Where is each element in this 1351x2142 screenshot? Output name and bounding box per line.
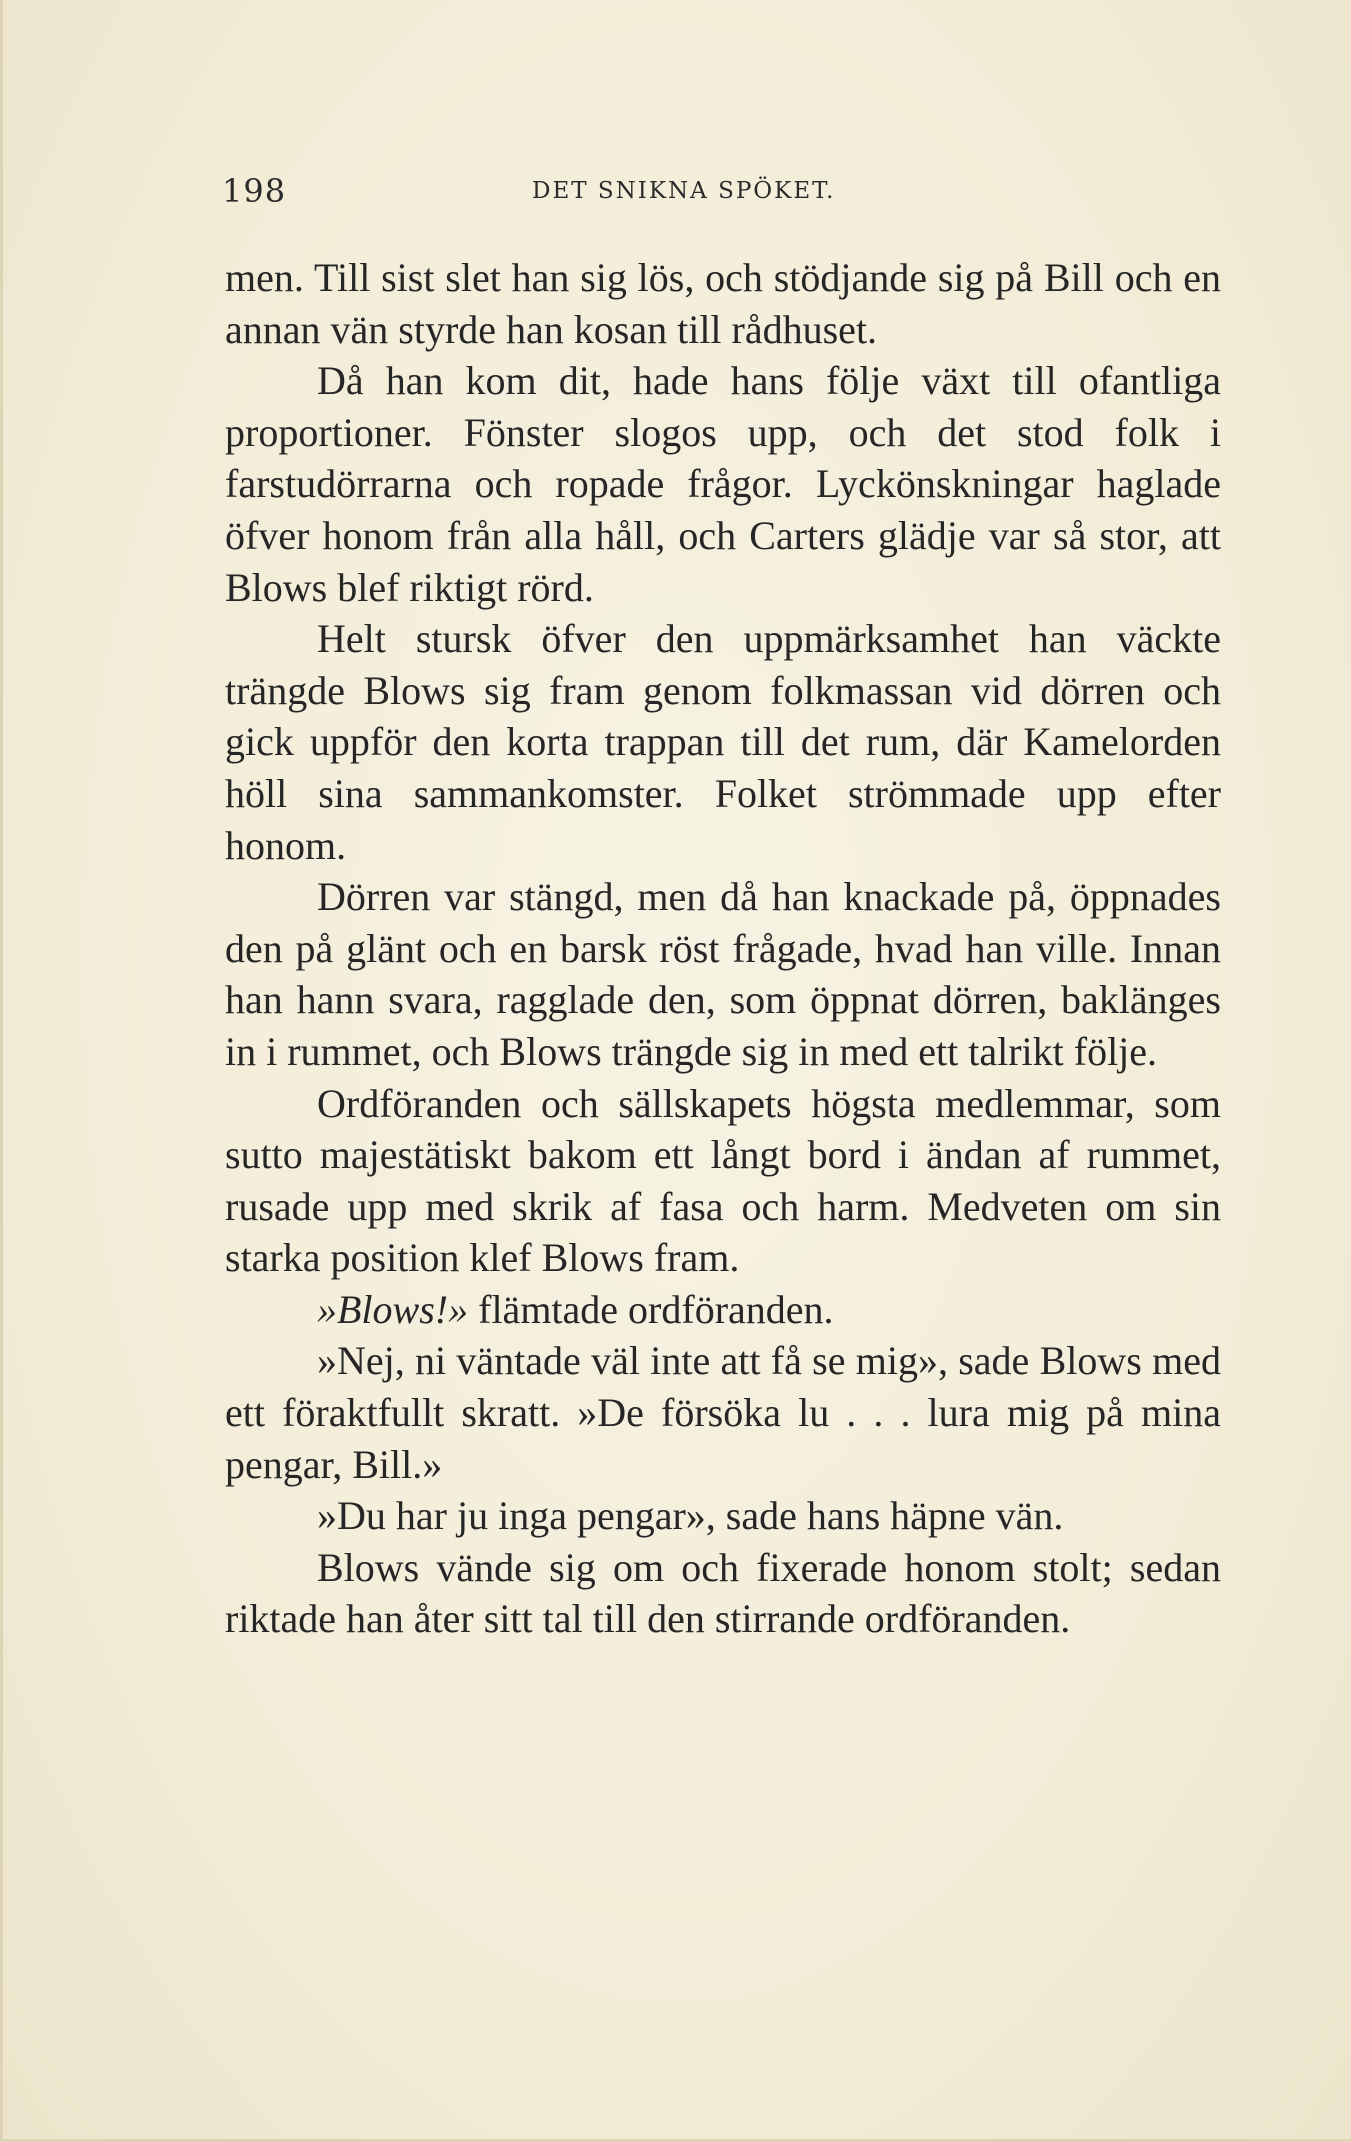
paragraph-5 xyxy=(225,1078,1221,1284)
paragraph-3-text: Helt stursk öfver den uppmärksamhet han väckte trängde Blows sig fram genom folkmassan vid dörren och gick uppför den korta trappan till det rum, där Kamelorden höll sina sammankomster. Folket strömmade upp efter honom. xyxy=(225,616,1221,868)
running-title: DET SNIKNA SPÖKET. xyxy=(532,178,836,204)
paragraph-3 xyxy=(225,613,1221,871)
paragraph-4 xyxy=(225,871,1221,1077)
paragraph-8 xyxy=(225,1490,1221,1542)
paragraph-8-text: »Du har ju inga pengar», sade hans häpne vän. xyxy=(317,1493,1064,1539)
paragraph-6-italic: »Blows!» xyxy=(317,1286,469,1332)
page-number: 198 xyxy=(222,172,287,210)
paragraph-2-text: Då han kom dit, hade hans följe växt till ofantliga proportioner. Fönster slogos upp, och det stod folk i farstudörrarna och ropade frågor. Lyckönskningar haglade öfver honom från alla håll, och Carters glädje var så stor, att Blows blef riktigt rörd. xyxy=(225,358,1221,610)
paragraph-7-text: »Nej, ni väntade väl inte att få se mig», sade Blows med ett föraktfullt skratt. »De försöka lu . . . lura mig på mina pengar, Bill.» xyxy=(225,1338,1221,1487)
paragraph-4-text: Dörren var stängd, men då han knackade på, öppnades den på glänt och en barsk röst frågade, hvad han ville. Innan han hann svara, ragglade den, som öppnat dörren, baklänges in i rummet, och Blows trängde sig in med ett talrikt följe. xyxy=(225,874,1221,1074)
paragraph-6-text: flämtade ordföranden. xyxy=(468,1286,834,1332)
page-header xyxy=(222,172,1120,212)
paragraph-1 xyxy=(225,252,1221,355)
body-text xyxy=(225,252,1221,1645)
paragraph-5-text: Ordföranden och sällskapets högsta medlemmar, som sutto majestätiskt bakom ett långt bord i ändan af rummet, rusade upp med skrik af fasa och harm. Medveten om sin starka position klef Blows fram. xyxy=(225,1080,1221,1281)
paragraph-6 xyxy=(225,1284,1221,1336)
paragraph-1-text: men. Till sist slet han sig lös, och stödjande sig på Bill och en annan vän styrde han kosan till rådhuset. xyxy=(225,255,1221,352)
paragraph-7 xyxy=(225,1335,1221,1490)
paragraph-9 xyxy=(225,1542,1221,1645)
paragraph-2 xyxy=(225,355,1221,613)
paragraph-9-text: Blows vände sig om och fixerade honom stolt; sedan riktade han åter sitt tal till den stirrande ordföranden. xyxy=(225,1544,1221,1642)
